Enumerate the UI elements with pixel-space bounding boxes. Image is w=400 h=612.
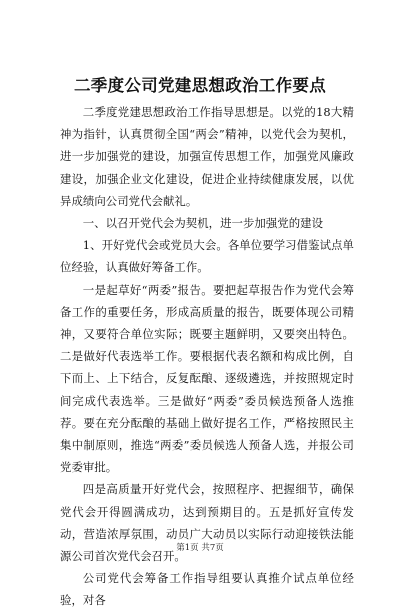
paragraph-guiding-ideology: 二季度党建思想政治工作指导思想是。以党的18大精神为指针，认真贯彻全国“两会”精神，以党代会为契机，进一步加强党的建设，加强宣传思想工作，加强党风廉政建设，加强企业文化建设，促进企业持续健康发展，以优异成绩向公司党代会献礼。 [60, 105, 354, 208]
paragraph-item-1: 1、开好党代会或党员大会。各单位要学习借鉴试点单位经验，认真做好筹备工作。 [60, 238, 354, 275]
paragraph-reports-elections: 一是起草好“两委”报告。要把起草报告作为党代会筹备工作的重要任务，形成高质量的报告，既要体现公司精神，又要符合单位实际；既要主题鲜明，又要突出特色。二是做好代表选举工作。要根据代表名额和构成比例，自下而上、上下结合，反复酝酿、逐级遴选，并按照规定时间完成代表选举。三是做好“两委”委员候选预备人选推荐。要在充分酝酿的基础上做好提名工作，严格按照民主集中制原则，推选“两委”委员候选人预备人选，并报公司党委审批。 [60, 282, 354, 475]
page-footer: 第1页 共7页 [176, 543, 224, 553]
document-body [60, 101, 354, 612]
paragraph-guidance-group: 公司党代会筹备工作指导组要认真推介试点单位经验，对各 [60, 571, 354, 608]
paragraph-congress-publicity: 四是高质量开好党代会，按照程序、把握细节，确保党代会开得圆满成功，达到预期目的。五是抓好宣传发动，营造浓厚氛围，动员广大动员以实际行动迎接铁法能源公司首次党代会召开。 [60, 482, 354, 564]
section-heading-1: 一、以召开党代会为契机，进一步加强党的建设 [82, 216, 324, 231]
document-title: 二季度公司党建思想政治工作要点 [74, 76, 326, 95]
